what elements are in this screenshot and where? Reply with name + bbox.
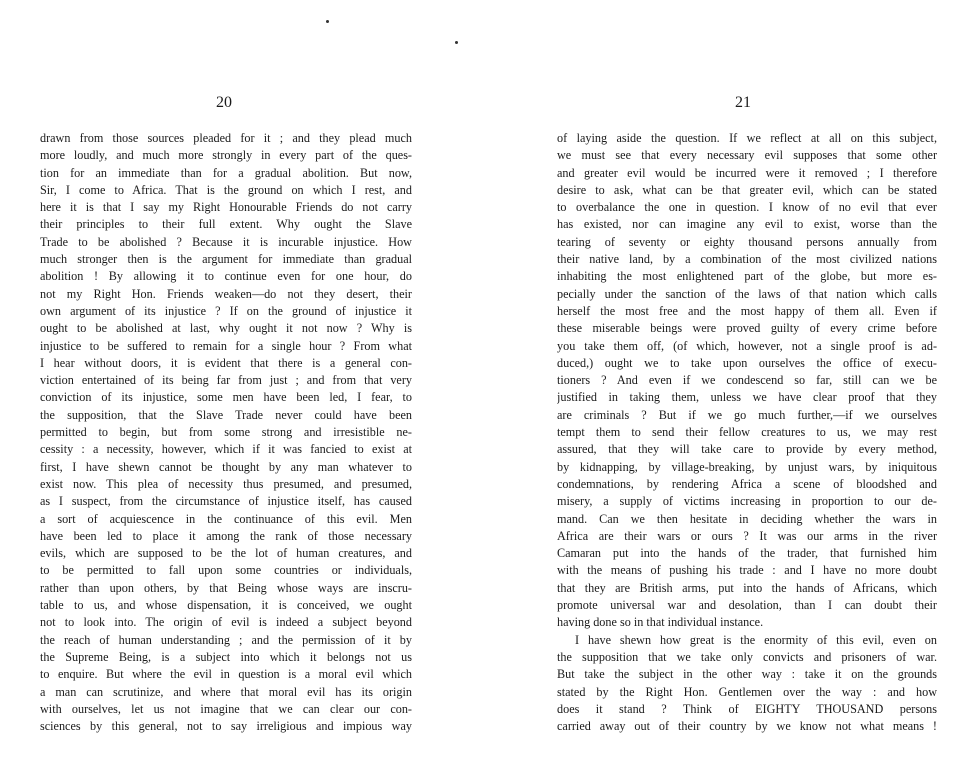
print-speck	[326, 20, 329, 23]
text-line: these miserable beings were proved guilty of every crime before	[557, 321, 937, 336]
text-line: carried away out of their country by we know not what means !	[557, 719, 937, 734]
text-line: drawn from those sources pleaded for it ; and they plead much	[40, 131, 412, 145]
text-line: misery, a supply of victims increasing in proportion to our de-	[557, 494, 937, 509]
text-line: injustice to be suffered to remain for a single hour ? From what	[40, 338, 412, 353]
text-line: of laying aside the question. If we reflect at all on this subject,	[557, 131, 937, 145]
text-line: tioners ? And even if we condescend so far, still can we be	[557, 373, 937, 388]
text-line: not to look into. The origin of evil is indeed a subject beyond	[40, 615, 412, 630]
text-line: that they are British arms, put into the hands of Africans, which	[557, 580, 937, 595]
text-line: by kidnapping, by village-breaking, by unjust wars, by iniquitous	[557, 459, 937, 474]
text-line: inhabiting the most enlightened part of the globe, but more es-	[557, 269, 937, 284]
text-line: Camaran put into the hands of the trader, that furnished him	[557, 546, 937, 561]
text-line: desire to ask, what can be that greater evil, which can be stated	[557, 182, 937, 197]
text-line: to enquire. But where the evil in question is a moral evil which	[40, 667, 412, 682]
text-line: exist now. This plea of necessity thus presumed, and presumed,	[40, 476, 412, 491]
text-line: you take them off, (of which, however, not a single proof is ad-	[557, 338, 937, 353]
text-line: table to us, and whose dispensation, it is conceived, we ought	[40, 598, 412, 613]
text-line: cessity : a necessity, however, which if it was fancied to exist at	[40, 442, 412, 457]
text-line: more loudly, and much more strongly in every part of the ques-	[40, 148, 412, 163]
text-line: own argument of its injustice ? If on the ground of injustice it	[40, 303, 412, 318]
text-line: promote universal war and desolation, than I can doubt their	[557, 598, 937, 613]
text-line: duced,) ought we to take upon ourselves the office of execu-	[557, 355, 937, 370]
text-line: have been led to place it among the rank of those necessary	[40, 528, 412, 543]
text-line: ought to be abolished at last, why ought it not now ? Why is	[40, 321, 412, 336]
text-line: as I suspect, from the circumstance of injustice itself, has caused	[40, 494, 412, 509]
left-page-text	[40, 130, 412, 735]
text-line: has existed, nor can imagine any evil to exist, worse than the	[557, 217, 937, 232]
text-line: tearing of seventy or eighty thousand persons annually from	[557, 234, 937, 249]
right-page-text	[557, 130, 937, 735]
text-line: But take the subject in the other way : take it on the grounds	[557, 667, 937, 682]
text-line: Trade to be abolished ? Because it is incurable injustice. How	[40, 234, 412, 249]
text-line: permitted to begin, but from some strong and irresistible ne-	[40, 425, 412, 440]
text-line: justified in taking them, unless we have clear proof that they	[557, 390, 937, 405]
text-line: a sort of acquiescence in the continuance of this evil. Men	[40, 511, 412, 526]
text-line: viction entertained of its being far from just ; and from that very	[40, 373, 412, 388]
text-line: evils, which are supposed to be the lot of human creatures, and	[40, 546, 412, 561]
text-line: a man can scrutinize, and where that moral evil has its origin	[40, 684, 412, 699]
text-line: their principles to their full extent. Why ought the Slave	[40, 217, 412, 232]
text-line: tion for an immediate than for a gradual abolition. But now,	[40, 165, 412, 180]
right-page-number: 21	[735, 94, 751, 111]
text-line: the supposition, that the Slave Trade never could have been	[40, 407, 412, 422]
text-line: to be permitted to fall upon some countries or individuals,	[40, 563, 412, 578]
text-line: herself the most free and the most happy of them all. Even if	[557, 303, 937, 318]
text-line: to overbalance the one in question. I know of no evil that ever	[557, 200, 937, 215]
text-line: Africa are their wars or ours ? It was our arms in the river	[557, 528, 937, 543]
text-line: does it stand ? Think of EIGHTY THOUSAND persons	[557, 701, 937, 716]
text-line: tempt them to send their fellow creatures to us, we may rest	[557, 425, 937, 440]
text-line: here it is that I say my Right Honourable Friends do not carry	[40, 200, 412, 215]
text-line: the supposition that we take only convicts and prisoners of war.	[557, 649, 937, 664]
text-line: stated by the Right Hon. Gentlemen over the way : and how	[557, 684, 937, 699]
text-line: rather than upon others, by that Being whose ways are inscru-	[40, 580, 412, 595]
text-line: with the means of pushing his trade : and I have no more doubt	[557, 563, 937, 578]
text-line: the reach of human understanding ; and the permission of it by	[40, 632, 412, 647]
text-line: condemnations, by rendering Africa a scene of bloodshed and	[557, 476, 937, 491]
text-line: and greater evil would be incurred were it removed ; I therefore	[557, 165, 937, 180]
text-line: sciences by this general, not to say irreligious and impious way	[40, 719, 412, 734]
text-line: with ourselves, let us not imagine that we can clear our con-	[40, 701, 412, 716]
text-line: assured, that they will take care to provide by every method,	[557, 442, 937, 457]
print-speck	[455, 41, 458, 44]
paragraph-last-line: having done so in that individual instance.	[557, 615, 764, 630]
text-line: are criminals ? But if we go much further,—if we ourselves	[557, 407, 937, 422]
text-line: first, I have shewn cannot be thought by any man whatever to	[40, 459, 412, 474]
text-line: the Supreme Being, is a subject into which it belongs not us	[40, 649, 412, 664]
text-line: I hear without doors, it is evident that there is a general con-	[40, 355, 412, 370]
text-line: Sir, I come to Africa. That is the ground on which I rest, and	[40, 182, 412, 197]
paragraph-first-line: I have shewn how great is the enormity of this evil, even on	[575, 632, 937, 647]
text-line: abolition ! By allowing it to continue even for one hour, do	[40, 269, 412, 284]
text-line: conviction of its injustice, some men have been led, I fear, to	[40, 390, 412, 405]
text-line: much stronger then is the argument for immediate than gradual	[40, 252, 412, 267]
text-line: we must see that every necessary evil supposes that some other	[557, 148, 937, 163]
text-line: mand. Can we then hesitate in deciding whether the wars in	[557, 511, 937, 526]
text-line: not my Right Hon. Friends weaken—do not they desert, their	[40, 286, 412, 301]
left-page-number: 20	[216, 94, 232, 111]
text-line: pecially under the sanction of the laws of that nation which calls	[557, 286, 937, 301]
text-line: their native land, by a combination of the most civilized nations	[557, 252, 937, 267]
